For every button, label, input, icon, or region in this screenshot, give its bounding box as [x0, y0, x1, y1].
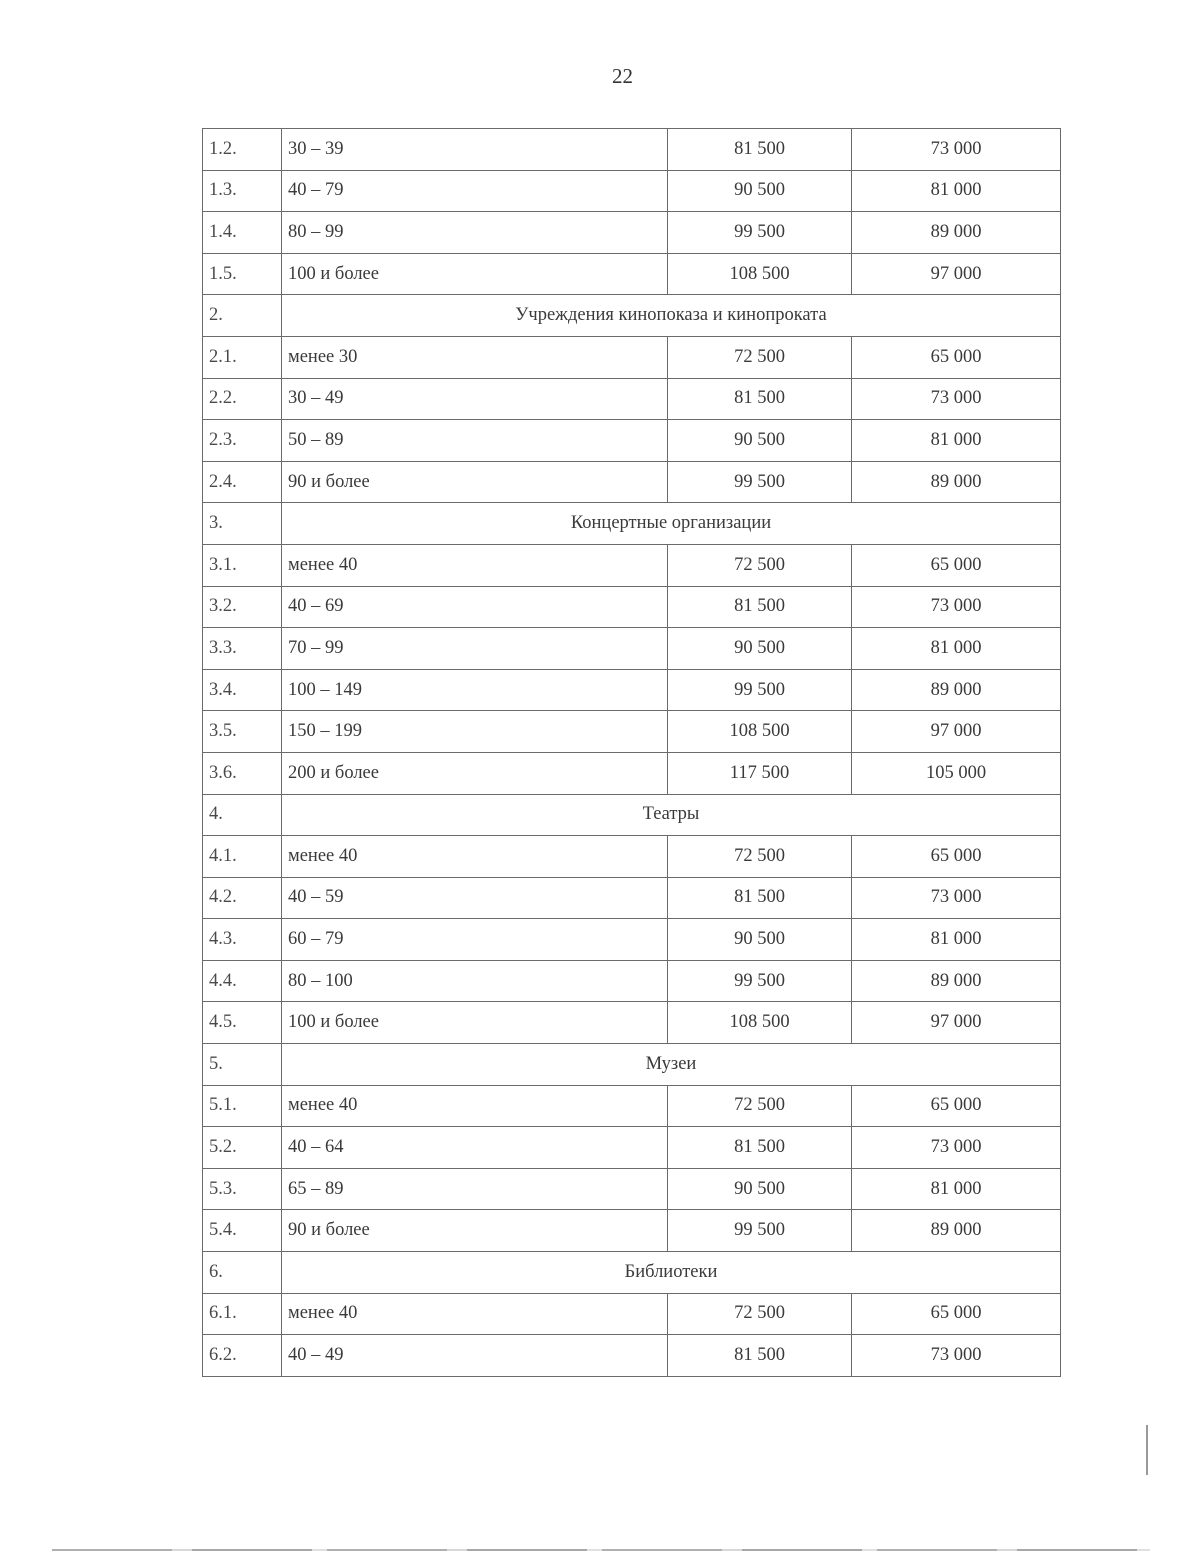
section-title: Учреждения кинопоказа и кинопроката: [282, 295, 1061, 337]
row-number: 3.4.: [203, 669, 282, 711]
section-row: [203, 1252, 1061, 1294]
row-range: 40 – 69: [282, 586, 668, 628]
table-row: [203, 919, 1061, 961]
table-row: [203, 628, 1061, 670]
table-row: [203, 877, 1061, 919]
row-value-b: 73 000: [852, 586, 1061, 628]
row-range: 40 – 79: [282, 170, 668, 212]
page-number: 22: [612, 64, 633, 88]
row-number: 4.2.: [203, 877, 282, 919]
row-number: 4.: [203, 794, 282, 836]
table-row: [203, 129, 1061, 171]
row-value-b: 65 000: [852, 836, 1061, 878]
row-range: 40 – 59: [282, 877, 668, 919]
row-range: менее 40: [282, 836, 668, 878]
row-value-b: 73 000: [852, 1335, 1061, 1377]
row-range: 100 и более: [282, 1002, 668, 1044]
row-value-b: 97 000: [852, 711, 1061, 753]
row-value-b: 89 000: [852, 960, 1061, 1002]
row-value-b: 65 000: [852, 336, 1061, 378]
row-value-b: 65 000: [852, 1085, 1061, 1127]
table-row: [203, 711, 1061, 753]
row-value-a: 81 500: [668, 1127, 852, 1169]
row-range: 90 и более: [282, 1210, 668, 1252]
row-value-a: 90 500: [668, 420, 852, 462]
row-number: 1.5.: [203, 253, 282, 295]
table-row: [203, 960, 1061, 1002]
row-range: 30 – 39: [282, 129, 668, 171]
row-value-b: 89 000: [852, 212, 1061, 254]
row-value-a: 72 500: [668, 836, 852, 878]
row-range: 30 – 49: [282, 378, 668, 420]
row-value-b: 65 000: [852, 1293, 1061, 1335]
section-title: Театры: [282, 794, 1061, 836]
row-number: 3.1.: [203, 544, 282, 586]
row-number: 5.1.: [203, 1085, 282, 1127]
row-value-b: 81 000: [852, 628, 1061, 670]
row-number: 3.: [203, 503, 282, 545]
row-number: 1.3.: [203, 170, 282, 212]
row-value-a: 108 500: [668, 1002, 852, 1044]
table-row: [203, 170, 1061, 212]
row-value-a: 72 500: [668, 336, 852, 378]
row-value-a: 72 500: [668, 1293, 852, 1335]
row-range: 70 – 99: [282, 628, 668, 670]
row-value-a: 108 500: [668, 253, 852, 295]
row-number: 3.6.: [203, 752, 282, 794]
row-value-b: 89 000: [852, 461, 1061, 503]
table-body: [203, 129, 1061, 1377]
table-row: [203, 752, 1061, 794]
row-value-a: 72 500: [668, 1085, 852, 1127]
row-value-a: 90 500: [668, 628, 852, 670]
row-number: 1.2.: [203, 129, 282, 171]
row-range: 80 – 100: [282, 960, 668, 1002]
row-number: 2.3.: [203, 420, 282, 462]
row-range: менее 40: [282, 1293, 668, 1335]
table-row: [203, 1210, 1061, 1252]
row-range: менее 30: [282, 336, 668, 378]
row-range: менее 40: [282, 544, 668, 586]
row-value-b: 89 000: [852, 669, 1061, 711]
row-value-a: 81 500: [668, 129, 852, 171]
row-value-b: 65 000: [852, 544, 1061, 586]
table-row: [203, 586, 1061, 628]
section-row: [203, 794, 1061, 836]
table-row: [203, 1002, 1061, 1044]
row-value-a: 99 500: [668, 461, 852, 503]
row-range: 150 – 199: [282, 711, 668, 753]
row-number: 4.5.: [203, 1002, 282, 1044]
row-number: 6.2.: [203, 1335, 282, 1377]
table-row: [203, 212, 1061, 254]
row-value-b: 97 000: [852, 253, 1061, 295]
section-row: [203, 1044, 1061, 1086]
row-value-a: 72 500: [668, 544, 852, 586]
table-row: [203, 544, 1061, 586]
row-value-b: 81 000: [852, 170, 1061, 212]
table-row: [203, 1168, 1061, 1210]
table-row: [203, 1335, 1061, 1377]
row-number: 5.: [203, 1044, 282, 1086]
salary-table: [202, 128, 1061, 1377]
row-range: 90 и более: [282, 461, 668, 503]
row-value-b: 73 000: [852, 1127, 1061, 1169]
row-range: менее 40: [282, 1085, 668, 1127]
row-range: 100 – 149: [282, 669, 668, 711]
row-value-a: 99 500: [668, 669, 852, 711]
table-row: [203, 336, 1061, 378]
row-number: 4.3.: [203, 919, 282, 961]
row-value-b: 81 000: [852, 919, 1061, 961]
row-value-b: 97 000: [852, 1002, 1061, 1044]
row-range: 40 – 64: [282, 1127, 668, 1169]
table-row: [203, 1085, 1061, 1127]
section-title: Библиотеки: [282, 1252, 1061, 1294]
table-row: [203, 1293, 1061, 1335]
section-title: Концертные организации: [282, 503, 1061, 545]
table-row: [203, 1127, 1061, 1169]
row-value-a: 99 500: [668, 960, 852, 1002]
table-row: [203, 669, 1061, 711]
row-range: 40 – 49: [282, 1335, 668, 1377]
row-value-b: 73 000: [852, 877, 1061, 919]
row-number: 4.4.: [203, 960, 282, 1002]
row-value-b: 81 000: [852, 1168, 1061, 1210]
row-value-a: 81 500: [668, 378, 852, 420]
scan-artifact-bottom: [52, 1549, 1150, 1551]
row-number: 2.4.: [203, 461, 282, 503]
row-value-a: 90 500: [668, 1168, 852, 1210]
row-number: 6.: [203, 1252, 282, 1294]
row-number: 3.2.: [203, 586, 282, 628]
scan-artifact-right: [1146, 1425, 1148, 1475]
row-number: 2.1.: [203, 336, 282, 378]
row-number: 4.1.: [203, 836, 282, 878]
row-value-b: 81 000: [852, 420, 1061, 462]
row-value-a: 90 500: [668, 919, 852, 961]
row-range: 80 – 99: [282, 212, 668, 254]
table-row: [203, 836, 1061, 878]
row-number: 5.3.: [203, 1168, 282, 1210]
row-number: 5.4.: [203, 1210, 282, 1252]
section-title: Музеи: [282, 1044, 1061, 1086]
section-row: [203, 295, 1061, 337]
table-row: [203, 461, 1061, 503]
row-value-a: 108 500: [668, 711, 852, 753]
row-value-a: 99 500: [668, 1210, 852, 1252]
row-range: 65 – 89: [282, 1168, 668, 1210]
row-number: 6.1.: [203, 1293, 282, 1335]
row-range: 60 – 79: [282, 919, 668, 961]
row-value-b: 73 000: [852, 129, 1061, 171]
row-value-a: 117 500: [668, 752, 852, 794]
row-range: 100 и более: [282, 253, 668, 295]
table-row: [203, 420, 1061, 462]
row-number: 2.: [203, 295, 282, 337]
row-value-b: 105 000: [852, 752, 1061, 794]
row-value-a: 81 500: [668, 877, 852, 919]
row-value-a: 81 500: [668, 586, 852, 628]
row-range: 200 и более: [282, 752, 668, 794]
row-number: 3.5.: [203, 711, 282, 753]
row-value-b: 73 000: [852, 378, 1061, 420]
section-row: [203, 503, 1061, 545]
table-row: [203, 253, 1061, 295]
row-value-a: 99 500: [668, 212, 852, 254]
row-number: 1.4.: [203, 212, 282, 254]
table-row: [203, 378, 1061, 420]
row-value-a: 81 500: [668, 1335, 852, 1377]
row-range: 50 – 89: [282, 420, 668, 462]
row-number: 5.2.: [203, 1127, 282, 1169]
row-value-a: 90 500: [668, 170, 852, 212]
row-value-b: 89 000: [852, 1210, 1061, 1252]
row-number: 2.2.: [203, 378, 282, 420]
row-number: 3.3.: [203, 628, 282, 670]
